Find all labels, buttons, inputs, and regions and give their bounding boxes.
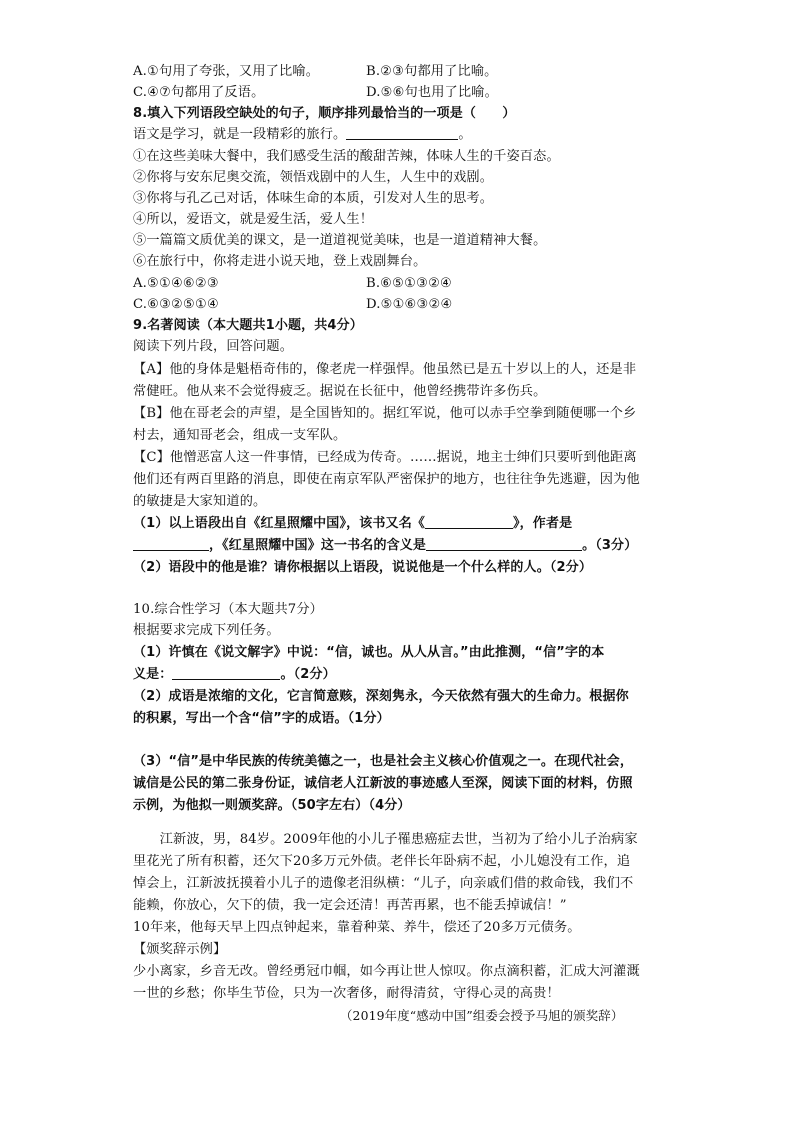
- q9-sub1-text-c: ，《红星照耀中国》这一书名的含义是: [209, 538, 427, 553]
- q10-sub1-text-b: 。（2分）: [280, 667, 336, 682]
- q9-para-a-line-1: 【A】他的身体是魁梧奇伟的，像老虎一样强悍。他虽然已是五十岁以上的人，还是非: [133, 362, 637, 377]
- q10-title: 10.综合性学习（本大题共7分）: [133, 602, 324, 617]
- q8-title: 8.填入下列语段空缺处的句子，顺序排列最恰当的一项是（ ）: [133, 106, 516, 121]
- q10-example-line-1: 少小离家，乡音无改。曾经勇冠巾帼，如今再让世人惊叹。你点滴积蓄，汇成大河灌溉: [133, 964, 640, 979]
- q9-title: 9.名著阅读（本大题共1小题，共4分）: [133, 318, 363, 333]
- q9-sub1-line-1: [133, 514, 572, 534]
- q10-instruction: 根据要求完成下列任务。: [133, 623, 280, 638]
- q7-option-a: A.①句用了夸张，又用了比喻。: [133, 64, 320, 79]
- q7-option-d: D.⑤⑥句也用了比喻。: [366, 85, 498, 100]
- q10-sub1-text-a: 义是：: [133, 667, 173, 682]
- q9-sub2: （2）语段中的他是谁？请你根据以上语段，说说他是一个什么样的人。（2分）: [133, 560, 592, 575]
- q10-sub1-line-1: （1）许慎在《说文解字》中说：“信，诚也。从人从言。”由此推测，“信”字的本: [133, 645, 605, 660]
- q10-story-line-5: 10年来，他每天早上四点钟起来，靠着种菜、养牛，偿还了20多万元债务。: [133, 920, 581, 935]
- q10-story-line-1: 江新波，男，84岁。2009年他的小儿子罹患癌症去世，当初为了给小儿子治病家: [133, 832, 638, 847]
- q8-option-d: D.⑤①⑥③②④: [366, 297, 453, 312]
- q10-sub1-line-2: [133, 665, 336, 685]
- q8-option-a: A.⑤①④⑥②③: [133, 276, 219, 291]
- q8-option-b: B.⑥⑤①③②④: [366, 276, 453, 291]
- q8-item-4: ④所以，爱语文，就是爱生活，爱人生！: [133, 212, 374, 227]
- q8-intro-text: 语文是学习，就是一段精彩的旅行。: [133, 127, 347, 142]
- q8-item-3: ③你将与孔乙己对话，体味生命的本质，引发对人生的思考。: [133, 191, 494, 206]
- q9-sub1-text-a: （1）以上语段出自《红星照耀中国》，该书又名《: [133, 516, 425, 531]
- q8-intro: [133, 125, 472, 145]
- q8-item-2: ②你将与安东尼奥交流，领悟戏剧中的人生，人生中的戏剧。: [133, 170, 494, 185]
- q10-story-line-3: 悼会上，江新波抚摸着小儿子的遗像老泪纵横：“儿子，向亲戚们借的救命钱，我们不: [133, 876, 634, 891]
- q10-meaning-blank[interactable]: [172, 665, 280, 680]
- q10-sub3-line-3: 示例，为他拟一则颁奖辞。（50字左右）（4分）: [133, 798, 411, 813]
- q9-para-b-line-2: 村去，通知哥老会，组成一支军队。: [133, 428, 347, 443]
- q10-story-line-4: 能赖，你放心，欠下的债，我一定会还清！再苦再累，也不能丢掉诚信！”: [133, 898, 567, 913]
- q10-story-line-2: 里花光了所有积蓄，还欠下20多万元外债。老伴长年卧病不起，小儿媳没有工作，追: [133, 854, 631, 869]
- q9-alias-blank[interactable]: [425, 514, 513, 529]
- q8-intro-end: 。: [458, 127, 472, 142]
- q9-para-a-line-2: 常健旺。他从来不会觉得疲乏。据说在长征中，他曾经携带许多伤兵。: [133, 384, 547, 399]
- q9-sub1-text-d: 。（3分）: [582, 538, 638, 553]
- q9-para-c-line-2: 他们还有两百里路的消息，即使在南京军队严密保护的地方，也往往争先逃避，因为他: [133, 472, 640, 487]
- q8-item-1: ①在这些美味大餐中，我们感受生活的酸甜苦辣，体味人生的千姿百态。: [133, 149, 560, 164]
- q9-sub1-text-b: 》，作者是: [513, 516, 573, 531]
- q9-meaning-blank[interactable]: [426, 536, 582, 551]
- q10-sub3-line-2: 诚信是公民的第二张身份证，诚信老人江新波的事迹感人至深，阅读下面的材料，仿照: [133, 776, 633, 791]
- q10-example-label: 【颁奖辞示例】: [133, 942, 227, 957]
- q7-option-b: B.②③句都用了比喻。: [366, 64, 498, 79]
- q9-para-b-line-1: 【B】他在哥老会的声望，是全国皆知的。据红军说，他可以赤手空拳到随便哪一个乡: [133, 406, 637, 421]
- q10-sub3-line-1: （3）“信”是中华民族的传统美德之一，也是社会主义核心价值观之一。在现代社会，: [133, 754, 633, 769]
- q9-para-c-line-3: 的敏捷是大家知道的。: [133, 494, 267, 509]
- q9-sub1-line-2: [133, 536, 637, 556]
- q9-author-blank[interactable]: [133, 536, 209, 551]
- q9-instruction: 阅读下列片段，回答问题。: [133, 339, 294, 354]
- q8-item-5: ⑤一篇篇文质优美的课文，是一道道视觉美味，也是一道道精神大餐。: [133, 233, 547, 248]
- q7-option-c: C.④⑦句都用了反语。: [133, 85, 265, 100]
- q10-example-source: （2019年度“感动中国”组委会授予马旭的颁奖辞）: [340, 1008, 624, 1023]
- q8-item-6: ⑥在旅行中，你将走进小说天地，登上戏剧舞台。: [133, 254, 427, 269]
- q8-option-c: C.⑥③②⑤①④: [133, 297, 219, 312]
- q10-example-line-2: 一世的乡愁；你毕生节俭，只为一次奢侈，耐得清贫，守得心灵的高贵！: [133, 986, 560, 1001]
- q8-answer-blank[interactable]: [346, 125, 458, 140]
- q10-sub2-line-1: （2）成语是浓缩的文化，它言简意赅，深刻隽永，今天依然有强大的生命力。根据你: [133, 689, 629, 704]
- q9-para-c-line-1: 【C】他憎恶富人这一件事情，已经成为传奇。……据说，地主士绅们只要听到他距离: [133, 450, 637, 465]
- q10-sub2-line-2: 的积累，写出一个含“信”字的成语。（1分）: [133, 711, 390, 726]
